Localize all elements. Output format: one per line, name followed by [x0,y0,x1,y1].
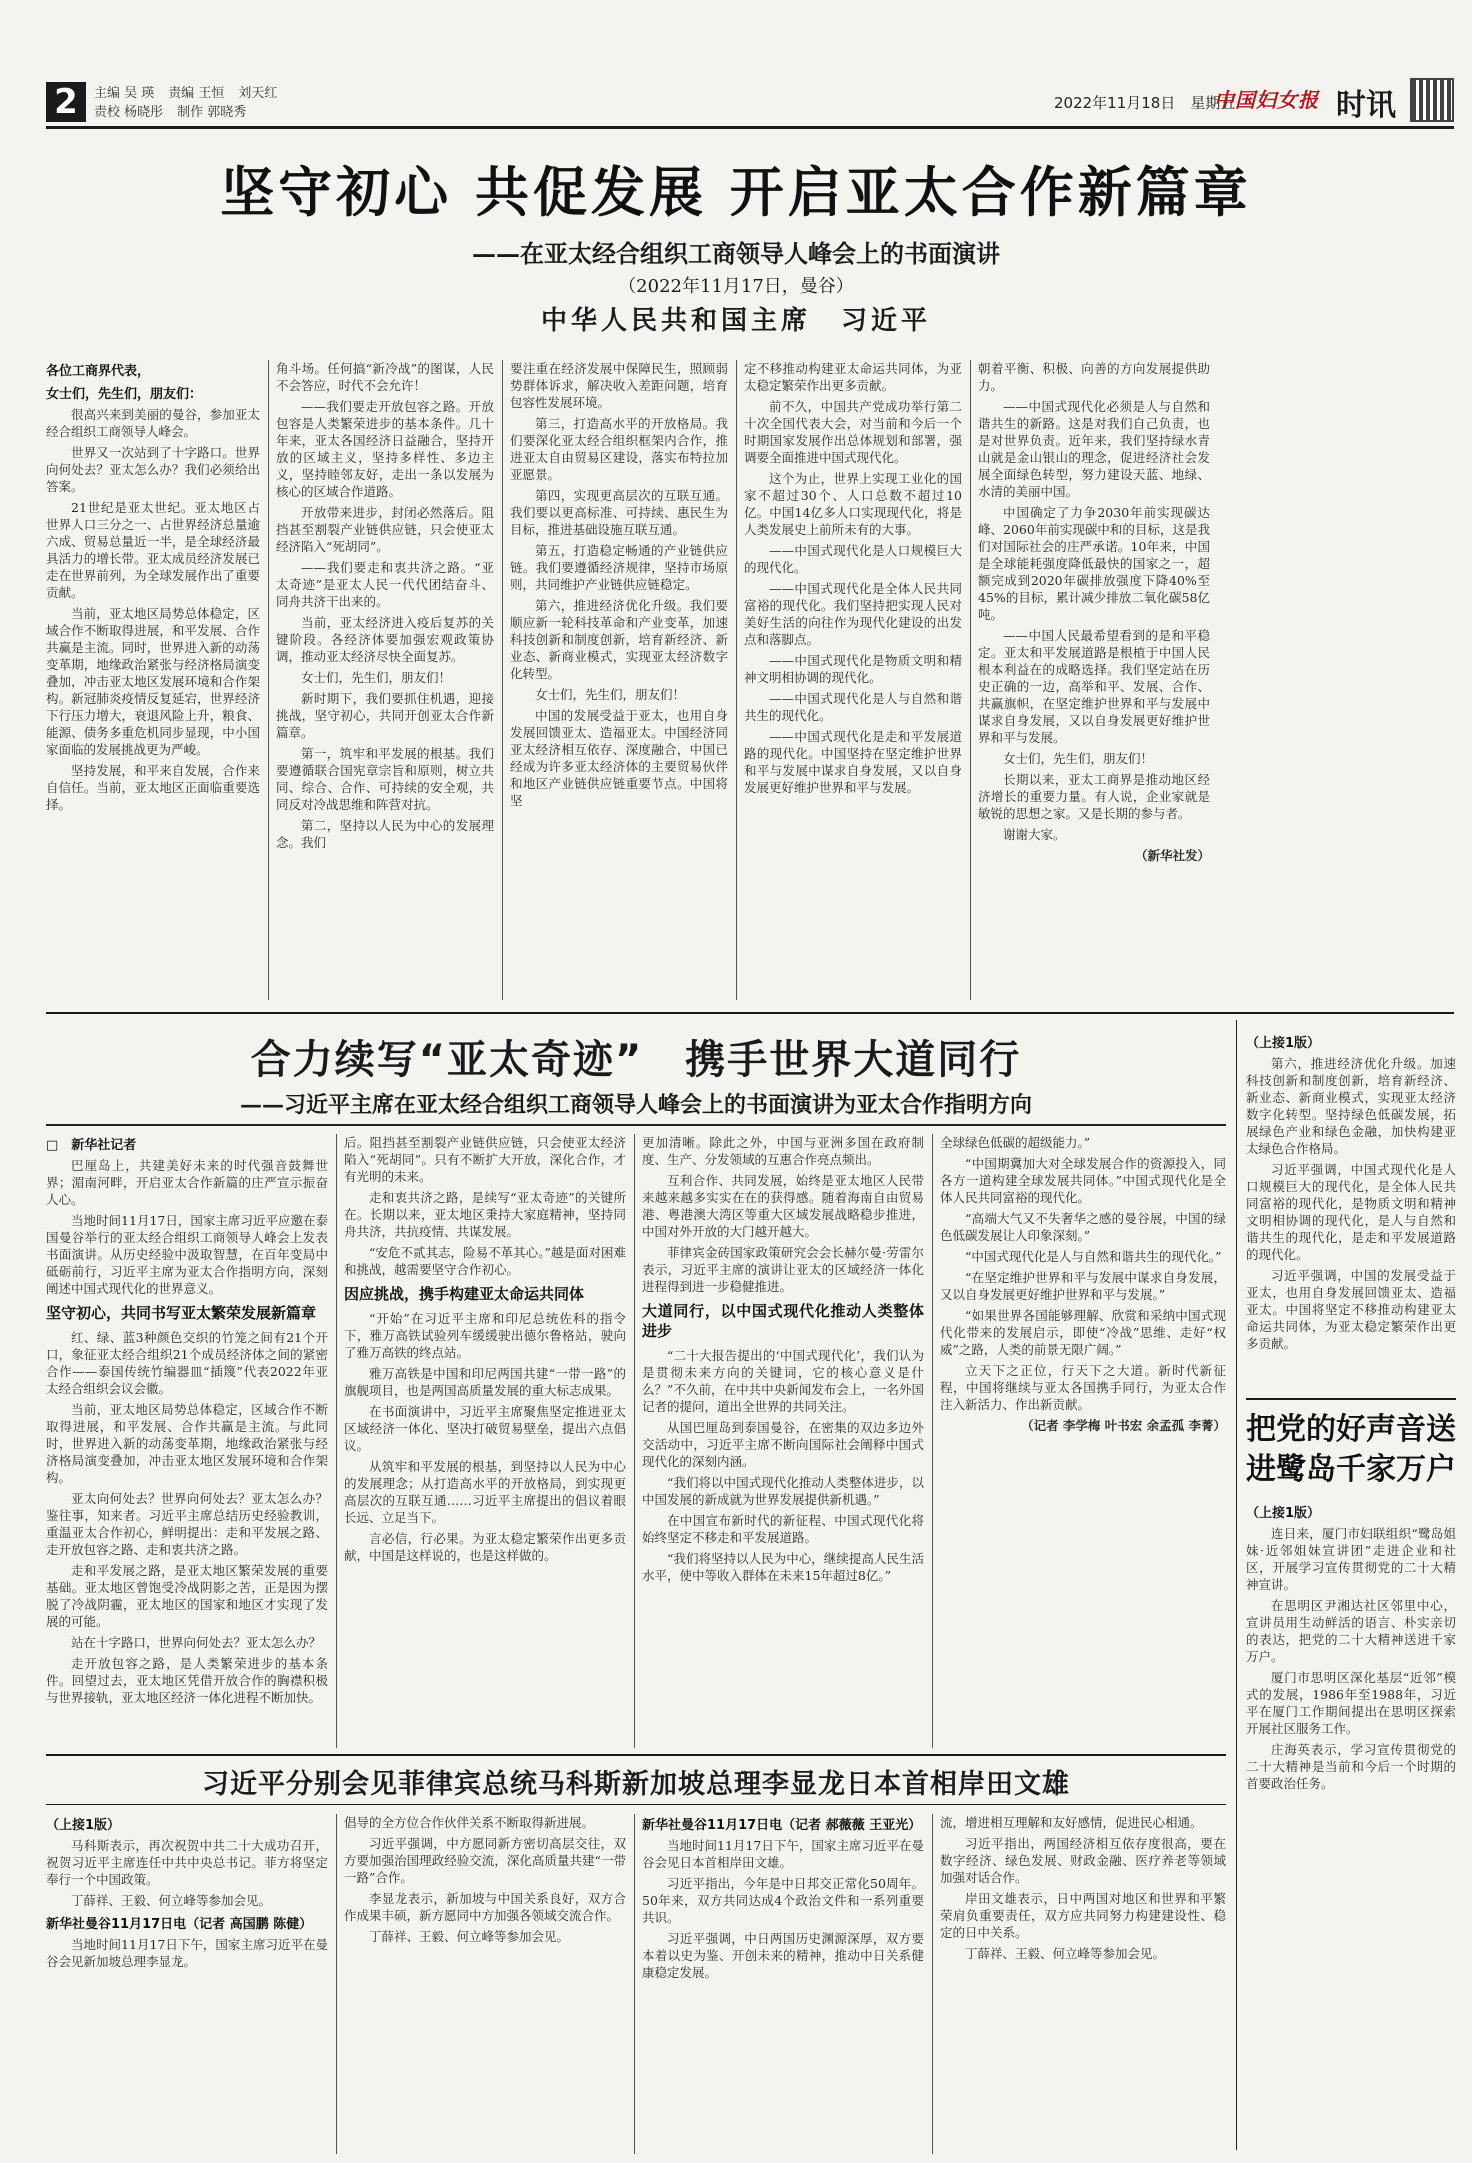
third-column-3 [642,1814,924,2154]
paragraph: 巴厘岛上，共建美好未来的时代强音鼓舞世界；湄南河畔，开启亚太合作新篇的庄严宣示振奋人心。 [46,1158,328,1207]
lead-headline: 坚守初心 共促发展 开启亚太合作新篇章 [220,161,1252,224]
editor-credit: 制作 郭晓秀 [177,105,247,120]
paragraph: 言必信，行必果。为亚太稳定繁荣作出更多贡献，中国是这样说的，也是这样做的。 [344,1531,626,1563]
paragraph: 习近平强调，中国式现代化是人口规模巨大的现代化，是全体人民共同富裕的现代化，是物质文明和精神文明相协调的现代化，是人与自然和谐共生的现代化，是走和平发展道路的现代化。 [1246,1162,1456,1262]
paragraph: 当前，亚太地区局势总体稳定，区域合作不断取得进展，和平发展、合作共赢是主流。与此同时，世界进入新的动荡变革期，地缘政治紧张与经济格局演变叠加，冲击亚太地区发展环境和合作架构。 [46,1402,328,1485]
sidebar-continued-column [1246,1032,1456,1392]
masthead-rule [46,126,1454,129]
paragraph: 当前，亚太经济进入疫后复苏的关键阶段。各经济体要加强宏观政策协调，推动亚太经济尽快全面复苏。 [276,615,494,664]
lead-author: 中华人民共和国主席 习近平 [540,306,931,336]
paragraph: 在书面演讲中，习近平主席聚焦坚定推进亚太区域经济一体化、坚决打破贸易壁垒，提出六点倡议。 [344,1404,626,1453]
byline: （新华社发） [1134,848,1210,863]
paragraph: “中国期冀加大对全球发展合作的资源投入，同各方一道构建全球发展共同体。”中国式现代化是全体人民共同富裕的现代化。 [940,1156,1226,1205]
paragraph: “我们将以中国式现代化推动人类整体进步，以中国发展的新成就为世界发展提供新机遇。” [642,1475,924,1507]
paragraph: 角斗场。任何搞“新冷战”的图谋，人民不会答应，时代不会允许！ [276,361,494,393]
second-headline: 合力续写“亚太奇迹” 携手世界大道同行 [250,1037,1022,1083]
paragraph: 第六，推进经济优化升级。加速科技创新和制度创新，培育新经济、新业态、新商业模式，实现亚太经济数字化转型。坚持绿色低碳发展，拓展绿色产业和绿色金融，加快构建亚太绿色合作格局。 [1246,1056,1456,1156]
subheading: 坚守初心，共同书写亚太繁荣发展新篇章 [46,1304,317,1322]
column-divider [932,1814,933,2154]
subheading: 因应挑战，携手构建亚太命运共同体 [344,1285,585,1303]
paragraph: 很高兴来到美丽的曼谷，参加亚太经合组织工商领导人峰会。 [46,407,260,439]
lead-date: （2022年11月17日，曼谷） [618,276,854,297]
column-divider [336,1134,337,1748]
subheading: 大道同行，以中国式现代化推动人类整体进步 [642,1302,924,1340]
paragraph: 走开放包容之路，是人类繁荣进步的基本条件。回望过去，亚太地区凭借开放合作的胸襟积极与世界接轨，亚太地区经济一体化进程不断加快。 [46,1656,328,1705]
paragraph: 第五，打造稳定畅通的产业链供应链。我们要遵循经济规律，坚持市场原则，共同维护产业链供应链稳定。 [510,543,728,592]
paragraph: “高端大气又不失奢华之感的曼谷展，中国的绿色低碳发展让人印象深刻。” [940,1211,1226,1243]
lead-subtitle: ——在亚太经合组织工商领导人峰会上的书面演讲 [472,239,1000,268]
editor-credit: 主编 吴 瑛 [94,86,155,101]
paragraph: 丁薛祥、王毅、何立峰等参加会见。 [369,1929,570,1944]
paragraph: 立天下之正位，行天下之大道。新时代新征程，中国将继续与亚太各国携手同行，为亚太合作注入新活力、作出新贡献。 [940,1363,1226,1412]
paragraph: 前不久，中国共产党成功举行第二十次全国代表大会，对当前和今后一个时期国家发展作出总体规划和部署，强调要全面推进中国式现代化。 [744,399,962,465]
paragraph: 谢谢大家。 [1003,827,1066,842]
continued-label: （上接1版） [1246,1036,1321,1051]
paragraph: 当地时间11月17日下午，国家主席习近平在曼谷会见新加坡总理李显龙。 [46,1937,328,1969]
column-divider [502,360,503,1000]
column-divider [634,1814,635,2154]
paragraph: ——中国式现代化是走和平发展道路的现代化。中国坚持在坚定维护世界和平与发展中谋求自身发展，又以自身发展更好维护世界和平与发展。 [744,729,962,795]
paragraph: 后。阻挡甚至割裂产业链供应链，只会使亚太经济陷入“死胡同”。只有不断扩大开放，深化合作，才有光明的未来。 [344,1135,626,1184]
paragraph: 女士们，先生们，朋友们！ [535,687,686,702]
paragraph: 习近平强调，中方愿同新方密切高层交往，双方要加强治国理政经验交流，深化高质量共建“一带一路”合作。 [344,1836,626,1885]
paragraph: 庄海英表示，学习宣传贯彻党的二十大精神是当前和今后一个时期的首要政治任务。 [1246,1742,1456,1791]
paragraph: “如果世界各国能够理解、欣赏和采纳中国式现代化带来的发展启示，即使“冷战”思维、走好“权威”之路，人类的前景无限广阔。” [940,1308,1226,1357]
paragraph: 丁薛祥、王毅、何立峰等参加会见。 [71,1893,272,1908]
second-subtitle: ——习近平主席在亚太经合组织工商领导人峰会上的书面演讲为亚太合作指明方向 [239,1092,1032,1118]
paragraph: 丁薛祥、王毅、何立峰等参加会见。 [965,1946,1166,1961]
paragraph: 第六，推进经济优化升级。我们要顺应新一轮科技革命和产业变革，加速科技创新和制度创新，培育新经济、新业态、新商业模式，实现亚太经济数字化转型。 [510,598,728,681]
paragraph: 互利合作、共同发展，始终是亚太地区人民带来越来越多实实在在的获得感。随着海南自由贸易港、粤港澳大湾区等重大区域发展战略稳步推进，中国对外开放的大门越开越大。 [642,1173,924,1239]
paragraph: 从国巴厘岛到泰国曼谷，在密集的双边多边外交活动中，习近平主席不断向国际社会阐释中国式现代化的深刻内涵。 [642,1420,924,1469]
second-column-3 [642,1134,924,1748]
dateline: 新华社曼谷11月17日电（记者 郝薇薇 王亚光） [642,1818,922,1833]
sidebar-rule [1246,1398,1456,1400]
paragraph: 要注重在经济发展中保障民生，照顾弱势群体诉求，解决收入差距问题，培育包容性发展环境。 [510,361,728,410]
paragraph: 岸田文雄表示，日中两国对地区和世界和平繁荣肩负重要责任，双方应共同努力构建建设性、稳定的日中关系。 [940,1891,1226,1940]
column-divider [268,360,269,1000]
paragraph: 全球绿色低碳的超级能力。” [940,1135,1091,1150]
editor-credit: 刘天红 [238,86,278,101]
salutation: 女士们，先生们，朋友们： [46,387,203,402]
column-divider [736,360,737,1000]
paragraph: 红、绿、蓝3种颜色交织的竹笼之间有21个开口，象征亚太经合组织21个成员经济体之间的紧密合作——泰国传统竹编器皿“插篾”代表2022年亚太经合组织会议会徽。 [46,1330,328,1396]
paragraph: 菲律宾金砖国家政策研究会会长赫尔曼·劳雷尔表示，习近平主席的演讲让亚太的区域经济一体化进程得到进一步稳健推进。 [642,1245,924,1294]
second-column-4 [940,1134,1226,1748]
paragraph: 在思明区尹湘达社区邻里中心，宣讲员用生动鲜活的语言、朴实亲切的表达，把党的二十大精神送进千家万户。 [1246,1598,1456,1664]
paragraph: “在坚定维护世界和平与发展中谋求自身发展，又以自身发展更好维护世界和平与发展。” [940,1270,1226,1302]
section-divider [46,1754,1226,1756]
qr-code-icon [1410,78,1454,122]
paragraph: 世界又一次站到了十字路口。世界向何处去？亚太怎么办？我们必须给出答案。 [46,445,260,494]
column-divider [970,360,971,1000]
column-divider [336,1814,337,2154]
section-divider [46,1012,1454,1014]
paragraph: 在中国宣布新时代的新征程、中国式现代化将始终坚定不移走和平发展道路。 [642,1513,924,1545]
lead-column-1 [46,360,260,1000]
lead-column-2 [276,360,494,1000]
editor-credit: 责校 杨晓彤 [94,105,164,120]
paragraph: “开始”在习近平主席和印尼总统佐科的指令下，雅万高铁试验列车缓缓驶出德尔鲁格站，驶向了雅万高铁的终点站。 [344,1311,626,1360]
sidebar-divider [1236,1020,1237,2150]
paragraph: 站在十字路口，世界向何处去？亚太怎么办？ [71,1635,322,1650]
paragraph: 21世纪是亚太世纪。亚太地区占世界人口三分之一、占世界经济总量逾六成、贸易总量近一半，是全球经济最具活力的增长带。亚太成员经济发展已走在世界前列，为全球发展作出了重要贡献。 [46,500,260,600]
paragraph: 流，增进相互理解和友好感情，促进民心相通。 [940,1815,1203,1830]
reporter-credit: □ 新华社记者 [46,1138,137,1153]
paragraph: ——中国式现代化是物质文明和精神文明相协调的现代化。 [744,653,962,685]
paragraph: 倡导的全方位合作伙伴关系不断取得新进展。 [344,1815,595,1830]
section-title: 时讯 [1336,88,1396,123]
paragraph: 定不移推动构建亚太命运共同体，为亚太稳定繁荣作出更多贡献。 [744,361,962,393]
third-column-4 [940,1814,1226,2154]
paragraph: ——中国式现代化是全体人民共同富裕的现代化。我们坚持把实现人民对美好生活的向往作为现代化建设的出发点和落脚点。 [744,581,962,647]
paragraph: 亚太向何处去？世界向何处去？亚太怎么办？鉴往事，知来者。习近平主席总结历史经验教训，重温亚太合作初心，鲜明提出：走和平发展之路、走开放包容之路、走和衷共济之路。 [46,1491,328,1557]
paragraph: 连日来，厦门市妇联组织“鹭岛姐妹·近邻姐妹宣讲团”走进企业和社区，开展学习宣传贯彻党的二十大精神宣讲。 [1246,1526,1456,1592]
paragraph: 第四，实现更高层次的互联互通。我们要以更高标准、可持续、惠民生为目标，推进基础设施互联互通。 [510,488,728,537]
third-column-2 [344,1814,626,2154]
sidebar-article-column [1246,1502,1456,2150]
column-divider [932,1134,933,1748]
paragraph: 厦门市思明区深化基层“近邻”模式的发展，1986年至1988年，习近平在厦门工作期间提出在思明区探索开展社区服务工作。 [1246,1670,1456,1736]
paragraph: “中国式现代化是人与自然和谐共生的现代化。” [965,1249,1222,1264]
second-column-2 [344,1134,626,1748]
paragraph: 当地时间11月17日下午，国家主席习近平在曼谷会见日本首相岸田文雄。 [642,1838,924,1870]
newspaper-logo: 中国妇女报 [1214,88,1319,112]
paragraph: 第一，筑牢和平发展的根基。我们要遵循联合国宪章宗旨和原则，树立共同、综合、合作、可持续的安全观，共同反对冷战思维和阵营对抗。 [276,746,494,812]
sidebar-headline: 把党的好声音送进鹭岛千家万户 [1246,1412,1456,1487]
paragraph: 当地时间11月17日，国家主席习近平应邀在泰国曼谷举行的亚太经合组织工商领导人峰会上发表书面演讲。从历史经验中汲取智慧，在百年变局中砥砺前行，习近平主席为亚太合作指明方向，深刻阐述中国式现代化的世界意义。 [46,1213,328,1296]
paragraph: 从筑牢和平发展的根基，到坚持以人民为中心的发展理念；从打造高水平的开放格局，到实现更高层次的互联互通……习近平主席提出的倡议着眼长远、立足当下。 [344,1459,626,1525]
paragraph: 走和衷共济之路，是续写“亚太奇迹”的关键所在。长期以来，亚太地区秉持大家庭精神，坚持同舟共济，共抗疫情、共谋发展。 [344,1190,626,1239]
paragraph: “我们将坚持以人民为中心，继续提高人民生活水平，使中等收入群体在未来15年超过8亿。” [642,1551,924,1583]
byline: （记者 李学梅 叶书宏 余孟孤 李菁） [1021,1418,1226,1433]
paragraph: 习近平强调，中国的发展受益于亚太，也用自身发展回馈亚太、造福亚太。中国将坚定不移推动构建亚太命运共同体，为亚太稳定繁荣作出更多贡献。 [1246,1268,1456,1351]
paragraph: 习近平指出，两国经济相互依存度很高，要在数字经济、绿色发展、财政金融、医疗养老等领域加强对话合作。 [940,1836,1226,1885]
paragraph: “安危不贰其志，险易不革其心。”越是面对困难和挑战，越需要坚守合作初心。 [344,1245,626,1277]
paragraph: 女士们，先生们，朋友们！ [301,670,452,685]
column-divider [634,1134,635,1748]
paragraph: 中国的发展受益于亚太，也用自身发展回馈亚太、造福亚太。中国经济同亚太经济相互依存、深度融合，中国已经成为许多亚太经济体的主要贸易伙伴和地区产业链供应链重要节点。中国将坚 [510,708,728,808]
paragraph: 李显龙表示，新加坡与中国关系良好，双方合作成果丰硕，新方愿同中方加强各领域交流合作。 [344,1891,626,1923]
third-column-1 [46,1814,328,2154]
paragraph: 当前，亚太地区局势总体稳定，区域合作不断取得进展，和平发展、合作共赢是主流。同时，世界进入新的动荡变革期，地缘政治紧张与经济格局演变叠加，冲击亚太地区发展环境和合作架构。新冠肺炎疫情反复延宕，世界经济下行压力增大，衰退风险上升，粮食、能源、债务多重危机同步显现，中小国家面临的发展挑战更为严峻。 [46,606,260,757]
paragraph: 习近平指出，今年是中日邦交正常化50周年。50年来，双方共同达成4个政治文件和一系列重要共识。 [642,1876,924,1925]
lead-column-3 [510,360,728,1000]
lead-column-5 [978,360,1210,1000]
paragraph: 走和平发展之路，是亚太地区繁荣发展的重要基础。亚太地区曾饱受冷战阴影之苦，正是因为摆脱了冷战阴霾，亚太地区的国家和地区才实现了发展的可能。 [46,1563,328,1629]
paragraph: 中国确定了力争2030年前实现碳达峰、2060年前实现碳中和的目标，这是我们对国际社会的庄严承诺。10年来，中国是全球能耗强度降低最快的国家之一，超额完成到2020年碳排放强度下降40%至45%的目标，累计减少排放二氧化碳58亿吨。 [978,505,1210,622]
lead-column-4 [744,360,962,1000]
second-column-1 [46,1134,328,1748]
page-number: 2 [46,82,86,122]
paragraph: 坚持发展，和平来自发展，合作来自信任。当前，亚太地区正面临重要选择。 [46,763,260,812]
paragraph: ——中国式现代化必须是人与自然和谐共生的新路。这是对我们自己负责，也是对世界负责。近年来，我们坚持绿水青山就是金山银山的理念，促进经济社会发展全面绿色转型，努力建设天蓝、地绿、水清的美丽中国。 [978,399,1210,499]
paragraph: 第三，打造高水平的开放格局。我们要深化亚太经合组织框架内合作，推进亚太自由贸易区建设，落实布特拉加亚愿景。 [510,416,728,482]
paragraph: 习近平强调，中日两国历史渊源深厚，双方要本着以史为鉴、开创未来的精神，推动中日关系健康稳定发展。 [642,1931,924,1980]
paragraph: 新时期下，我们要抓住机遇，迎接挑战，坚守初心，共同开创亚太合作新篇章。 [276,691,494,740]
paragraph: 雅万高铁是中国和印尼两国共建“一带一路”的旗舰项目，也是两国高质量发展的重大标志成果。 [344,1366,626,1398]
paragraph: ——我们要走开放包容之路。开放包容是人类繁荣进步的基本条件。几十年来，亚太各国经济日益融合，坚持开放的区域主义，坚持多样性、多边主义，坚持睦邻友好，走出一条以发展为核心的区域合作道路。 [276,399,494,499]
dateline: 新华社曼谷11月17日电（记者 高国鹏 陈健） [46,1917,313,1932]
third-headline: 习近平分别会见菲律宾总统马科斯新加坡总理李显龙日本首相岸田文雄 [202,1769,1070,1800]
paragraph: 这个为止，世界上实现工业化的国家不超过30个、人口总数不超过10亿。中国14亿多人口实现现代化，将是人类发展史上前所未有的大事。 [744,471,962,537]
issue-date: 2022年11月18日 星期五 [1054,94,1236,112]
salutation: 各位工商界代表， [46,364,151,379]
editor-credit: 责编 王恒 [168,86,225,101]
headline-rule [46,1124,1226,1126]
paragraph: 长期以来，亚太工商界是推动地区经济增长的重要力量。有人说，企业家就是敏锐的思想之家。又是长期的参与者。 [978,772,1210,821]
paragraph: 朝着平衡、积极、向善的方向发展提供助力。 [978,361,1210,393]
continued-label: （上接1版） [1246,1506,1321,1521]
masthead [0,0,1472,134]
paragraph: ——中国式现代化是人与自然和谐共生的现代化。 [744,691,962,723]
paragraph: ——中国人民最希望看到的是和平稳定。亚太和平发展道路是根植于中国人民根本利益在的成略选择。我们坚定站在历史正确的一边，高举和平、发展、合作、共赢旗帜，在坚定维护世界和平与发展中谋求自身发展，又以自身发展更好维护世界和平与发展。 [978,628,1210,745]
editors-credit [94,84,291,122]
paragraph: “二十大报告提出的‘中国式现代化’，我们认为是贯彻未来方向的关键词，它的核心意义是什么？”不久前，在中共中央新闻发布会上，一名外国记者的提问，道出全世界的共同关注。 [642,1348,924,1414]
headline-rule [46,1804,1226,1805]
paragraph: 开放带来进步，封闭必然落后。阻挡甚至割裂产业链供应链，只会使亚太经济陷入“死胡同”。 [276,505,494,554]
paragraph: 女士们，先生们，朋友们！ [1003,751,1154,766]
paragraph: ——中国式现代化是人口规模巨大的现代化。 [744,543,962,575]
paragraph: ——我们要走和衷共济之路。“亚太奇迹”是亚太人民一代代团结奋斗、同舟共济干出来的。 [276,560,494,609]
continued-label: （上接1版） [46,1818,121,1833]
paragraph: 更加清晰。除此之外，中国与亚洲多国在政府制度、生产、分发领域的互惠合作亮点频出。 [642,1135,924,1167]
paragraph: 马科斯表示，再次祝贺中共二十大成功召开，祝贺习近平主席连任中共中央总书记。菲方将坚定奉行一个中国政策。 [46,1838,328,1887]
paragraph: 第二，坚持以人民为中心的发展理念。我们 [276,818,494,850]
